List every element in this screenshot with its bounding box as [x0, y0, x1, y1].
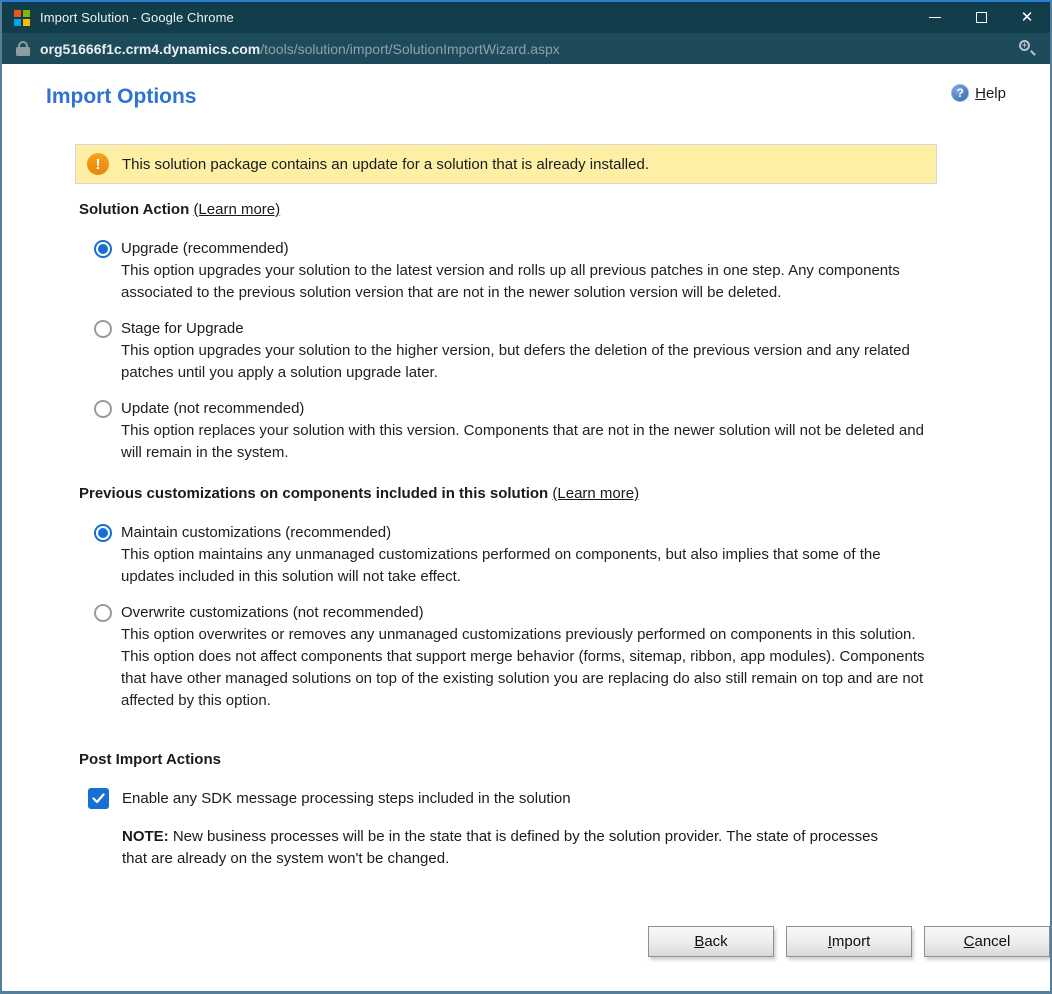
zoom-in-icon[interactable]: +	[1019, 40, 1036, 57]
window-app-icon	[14, 10, 30, 26]
radio-upgrade-description: This option upgrades your solution to the latest version and rolls up all previous patches in one step. Any components associated to the previous solution version that are not in the newer solution version will be deleted.	[121, 262, 900, 301]
option-maintain-customizations	[94, 522, 1050, 588]
radio-overwrite-customizations-description: This option overwrites or removes any unmanaged customizations previously performed on components in this solution. This option does not affect components that support merge behavior (forms, sitemap, ribbon, app modules). Components that have other managed solutions on top of the existing solution you are replacing do also still remain on top and are not affected by this option.	[121, 626, 925, 709]
radio-maintain-customizations-description: This option maintains any unmanaged customizations performed on components, but also implies that some of the updates included in this solution will not take effect.	[121, 546, 881, 585]
minimize-icon	[929, 17, 941, 18]
radio-stage-for-upgrade-description: This option upgrades your solution to the higher version, but defers the deletion of the previous version and any related patches until you apply a solution upgrade later.	[121, 342, 910, 381]
note-label: NOTE:	[122, 828, 169, 845]
radio-stage-for-upgrade-label[interactable]: Stage for Upgrade	[121, 320, 244, 337]
checkmark-icon	[92, 793, 105, 804]
radio-upgrade-label[interactable]: Upgrade (recommended)	[121, 240, 289, 257]
option-stage-for-upgrade	[94, 318, 1050, 384]
help-icon: ?	[951, 84, 969, 102]
window-title: Import Solution - Google Chrome	[40, 10, 234, 25]
radio-overwrite-customizations[interactable]	[94, 604, 112, 622]
page-content	[2, 64, 1050, 957]
page-title: Import Options	[46, 85, 197, 108]
section-title-previous-customizations: Previous customizations on components included in this solution	[79, 485, 549, 502]
learn-more-link-previous-customizations[interactable]: (Learn more)	[552, 485, 640, 502]
learn-more-link-solution-action[interactable]: (Learn more)	[193, 201, 281, 218]
radio-overwrite-customizations-label[interactable]: Overwrite customizations (not recommended)	[121, 604, 424, 621]
cancel-button[interactable]: Cancel	[924, 926, 1050, 957]
sdk-steps-checkbox-label[interactable]: Enable any SDK message processing steps included in the solution	[122, 790, 571, 807]
import-button[interactable]: Import	[786, 926, 912, 957]
page-header	[46, 84, 1050, 112]
help-label: Help	[975, 84, 1006, 102]
option-overwrite-customizations	[94, 602, 1050, 712]
warning-icon: !	[87, 153, 109, 175]
titlebar	[2, 2, 1050, 33]
option-upgrade	[94, 238, 1050, 304]
radio-upgrade[interactable]	[94, 240, 112, 258]
radio-update-description: This option replaces your solution with this version. Components that are not in the newer solution will not be deleted and will remain in the system.	[121, 422, 924, 461]
radio-update[interactable]	[94, 400, 112, 418]
section-title-solution-action: Solution Action	[79, 201, 190, 218]
section-heading-solution-action	[79, 200, 1050, 220]
sdk-steps-row	[88, 788, 1050, 810]
note-text: New business processes will be in the state that is defined by the solution provider. The state of processes that are already on the system won't be changed.	[122, 828, 878, 867]
radio-update-label[interactable]: Update (not recommended)	[121, 400, 305, 417]
help-link[interactable]	[951, 84, 1006, 102]
close-button[interactable]	[1004, 2, 1050, 33]
wizard-footer	[46, 926, 1050, 957]
maximize-button[interactable]	[958, 2, 1004, 33]
close-icon: ✕	[1020, 9, 1034, 26]
window-controls	[912, 2, 1050, 33]
radio-maintain-customizations[interactable]	[94, 524, 112, 542]
post-import-note	[122, 826, 890, 870]
warning-banner	[75, 144, 937, 184]
radio-stage-for-upgrade[interactable]	[94, 320, 112, 338]
back-button[interactable]: Back	[648, 926, 774, 957]
section-heading-previous-customizations	[79, 484, 1050, 504]
radio-maintain-customizations-label[interactable]: Maintain customizations (recommended)	[121, 524, 392, 541]
section-title-post-import-actions: Post Import Actions	[79, 751, 221, 768]
maximize-icon	[976, 12, 987, 23]
url-path: /tools/solution/import/SolutionImportWizard.aspx	[260, 40, 560, 57]
minimize-button[interactable]	[912, 2, 958, 33]
url-text	[40, 41, 560, 57]
lock-icon[interactable]	[16, 41, 30, 56]
url-bar[interactable]	[2, 33, 1050, 64]
warning-text: This solution package contains an update for a solution that is already installed.	[122, 155, 649, 173]
option-update	[94, 398, 1050, 464]
url-domain: org51666f1c.crm4.dynamics.com	[40, 40, 261, 57]
sdk-steps-checkbox[interactable]	[88, 788, 109, 809]
